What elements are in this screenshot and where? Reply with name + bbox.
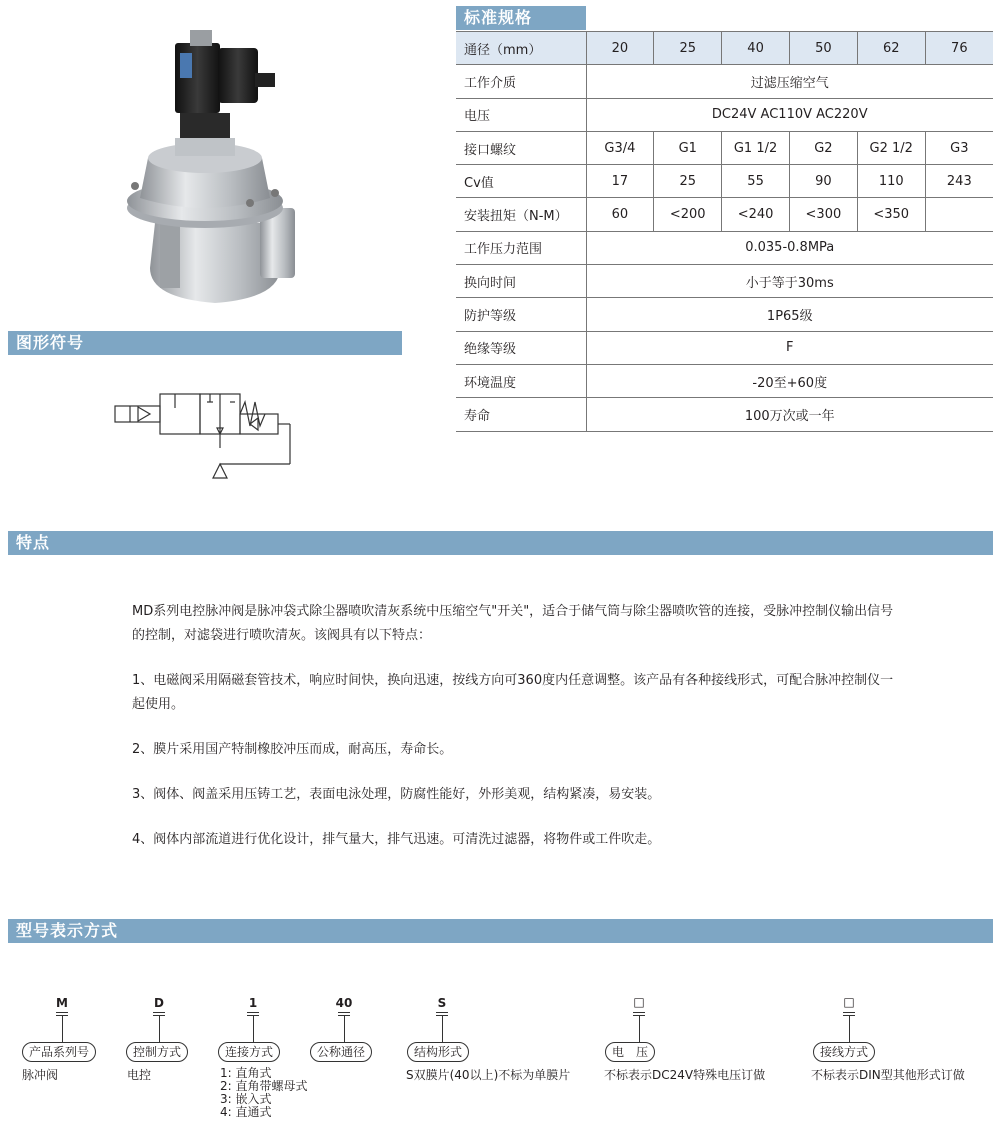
spec-label: Cv值: [456, 165, 586, 198]
spec-row: [456, 298, 993, 331]
spec-value: G1: [654, 131, 722, 164]
code-stem: [442, 1016, 443, 1042]
features-text: [132, 600, 902, 873]
spec-row: [456, 231, 993, 264]
spec-value: <200: [654, 198, 722, 231]
spec-value: 50: [789, 32, 857, 65]
model-part-desc: S双膜片(40以上)不标为单膜片: [406, 1068, 571, 1082]
spec-value: F: [586, 331, 993, 364]
spec-row: [456, 131, 993, 164]
spec-table: [456, 31, 993, 432]
spec-row: [456, 331, 993, 364]
model-part-desc: 2: 直角带螺母式: [220, 1079, 308, 1093]
spec-label: 工作压力范围: [456, 231, 586, 264]
model-part-label: 结构形式: [407, 1042, 469, 1062]
spec-value: G3/4: [586, 131, 654, 164]
code-stem: [253, 1016, 254, 1042]
code-stem: [639, 1016, 640, 1042]
model-code-char: 1: [248, 996, 258, 1010]
spec-value: G1 1/2: [722, 131, 790, 164]
model-part-desc: 脉冲阀: [22, 1068, 59, 1082]
spec-row: [456, 398, 993, 431]
spec-value: 1P65级: [586, 298, 993, 331]
code-stem: [344, 1016, 345, 1042]
spec-value: 0.035-0.8MPa: [586, 231, 993, 264]
spec-row: [456, 265, 993, 298]
feature-item-3: 3、阀体、阀盖采用压铸工艺，表面电泳处理，防腐性能好，外形美观，结构紧凑，易安装。: [132, 787, 661, 802]
feature-item-1: 1、电磁阀采用隔磁套管技术，响应时间快，换向迅速，按线方向可360度内任意调整。该产品有各种接线形式，可配合脉冲控制仪一起使用。: [132, 673, 894, 712]
spec-value: G3: [925, 131, 993, 164]
spec-value: <240: [722, 198, 790, 231]
model-part-label: 产品系列号: [22, 1042, 96, 1062]
spec-value: G2 1/2: [857, 131, 925, 164]
code-stem: [159, 1016, 160, 1042]
spec-value: 40: [722, 32, 790, 65]
symbol-section-title: 图形符号: [8, 331, 402, 355]
model-code-char: S: [437, 996, 447, 1010]
spec-label: 电压: [456, 98, 586, 131]
model-part-desc: 不标表示DC24V特殊电压订做: [604, 1068, 766, 1082]
spec-value: 90: [789, 165, 857, 198]
spec-label: 接口螺纹: [456, 131, 586, 164]
model-part-desc: 3: 嵌入式: [220, 1092, 272, 1106]
spec-row: [456, 198, 993, 231]
spec-value: 60: [586, 198, 654, 231]
spec-value: 100万次或一年: [586, 398, 993, 431]
spec-value: 110: [857, 165, 925, 198]
spec-label: 工作介质: [456, 65, 586, 98]
model-part-label: 接线方式: [813, 1042, 875, 1062]
spec-label: 通径（mm）: [456, 32, 586, 65]
model-code-char: 40: [335, 996, 353, 1010]
spec-value: -20至+60度: [586, 364, 993, 397]
spec-label: 环境温度: [456, 364, 586, 397]
spec-row: [456, 65, 993, 98]
features-intro: MD系列电控脉冲阀是脉冲袋式除尘器喷吹清灰系统中压缩空气"开关"，适合于储气筒与除尘器喷吹管的连接，受脉冲控制仪输出信号的控制，对滤袋进行喷吹清灰。该阀具有以下特点：: [132, 604, 894, 643]
spec-value: 243: [925, 165, 993, 198]
feature-item-4: 4、阀体内部流道进行优化设计，排气量大，排气迅速。可清洗过滤器，将物件或工件吹走。: [132, 832, 661, 847]
spec-value: 17: [586, 165, 654, 198]
spec-row: [456, 165, 993, 198]
model-section-title: 型号表示方式: [8, 919, 993, 943]
valve-graphic-symbol: [110, 388, 300, 488]
model-part-label: 控制方式: [126, 1042, 188, 1062]
model-code-char: □: [633, 995, 645, 1009]
model-code-char: M: [56, 996, 68, 1010]
model-part-label: 连接方式: [218, 1042, 280, 1062]
model-part-desc: 不标表示DIN型其他形式订做: [811, 1068, 965, 1082]
spec-value: 25: [654, 32, 722, 65]
spec-value: 76: [925, 32, 993, 65]
spec-value: [925, 198, 993, 231]
spec-value: G2: [789, 131, 857, 164]
spec-label: 防护等级: [456, 298, 586, 331]
spec-value: 20: [586, 32, 654, 65]
spec-label: 换向时间: [456, 265, 586, 298]
spec-label: 安装扭矩（N-M）: [456, 198, 586, 231]
model-part-desc: 1: 直角式: [220, 1066, 272, 1080]
code-stem: [62, 1016, 63, 1042]
code-stem: [849, 1016, 850, 1042]
spec-value: DC24V AC110V AC220V: [586, 98, 993, 131]
model-part-label: 公称通径: [310, 1042, 372, 1062]
feature-item-2: 2、膜片采用国产特制橡胶冲压而成，耐高压，寿命长。: [132, 742, 453, 757]
spec-label: 绝缘等级: [456, 331, 586, 364]
spec-row: [456, 98, 993, 131]
model-code-char: D: [154, 996, 164, 1010]
spec-value: 25: [654, 165, 722, 198]
spec-value: <350: [857, 198, 925, 231]
model-part-desc: 电控: [127, 1068, 152, 1082]
spec-value: 过滤压缩空气: [586, 65, 993, 98]
features-section-title: 特点: [8, 531, 993, 555]
model-code-char: □: [843, 995, 855, 1009]
spec-value: 62: [857, 32, 925, 65]
model-part-desc: 4: 直通式: [220, 1105, 272, 1119]
spec-value: 小于等于30ms: [586, 265, 993, 298]
spec-label: 寿命: [456, 398, 586, 431]
spec-value: 55: [722, 165, 790, 198]
model-part-label: 电 压: [605, 1042, 655, 1062]
spec-section-title: 标准规格: [456, 6, 586, 30]
spec-row: [456, 32, 993, 65]
pulse-valve-product-image: [120, 18, 310, 318]
spec-row: [456, 364, 993, 397]
spec-value: <300: [789, 198, 857, 231]
